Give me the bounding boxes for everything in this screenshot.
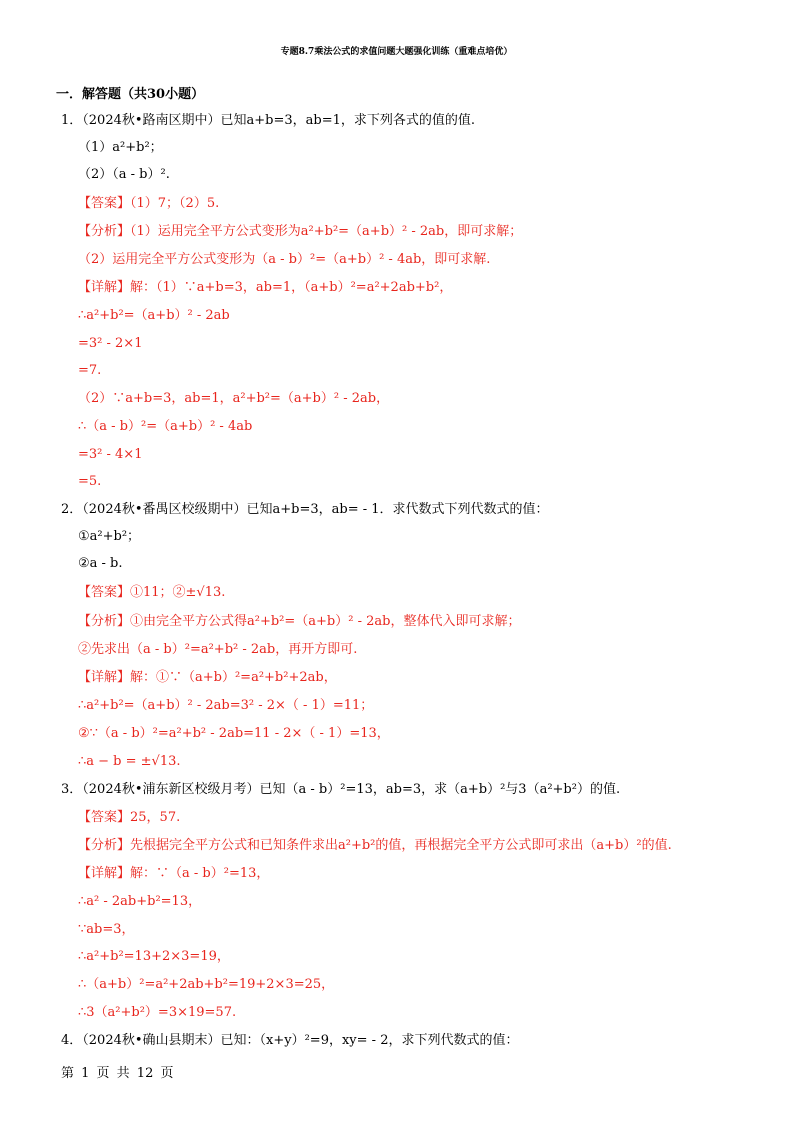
problem-1-analysis-line: （2）运用完全平方公式变形为（a - b）²=（a+b）² - 4ab，即可求解. [78, 252, 491, 267]
problem-3-solution-line: ∴a² - 2ab+b²=13， [78, 894, 202, 909]
page-title: 专题8.7乘法公式的求值问题大题强化训练（重难点培优） [280, 47, 513, 57]
problem-2-solution: 【详解】解：①∵（a+b）²=a²+b²+2ab， [78, 670, 337, 685]
problem-3-analysis: 【分析】先根据完全平方公式和已知条件求出a²+b²的值，再根据完全平方公式即可求出（a+b）²的值. [78, 838, 672, 853]
problem-2-solution-line: ∴a²+b²=（a+b）² - 2ab=3² - 2×（ - 1）=11； [78, 698, 374, 713]
problem-3-answer: 【答案】25，57. [78, 810, 181, 825]
problem-2-analysis-line: ②先求出（a - b）²=a²+b² - 2ab，再开方即可. [78, 642, 358, 657]
problem-1-analysis: 【分析】（1）运用完全平方公式变形为a²+b²=（a+b）² - 2ab，即可求解； [78, 224, 523, 239]
problem-3-solution: 【详解】解：∵（a - b）²=13， [78, 866, 270, 881]
problem-2-solution-line: ∴a − b = ±√13. [78, 754, 181, 769]
problem-2-solution-line: ②∵（a - b）²=a²+b² - 2ab=11 - 2×（ - 1）=13， [78, 726, 390, 741]
problem-1-solution-line: （2）∵a+b=3，ab=1，a²+b²=（a+b）² - 2ab， [78, 391, 390, 406]
problem-3-solution-line: ∵ab=3， [78, 922, 135, 937]
problem-1-question: 1．（2024秋•路南区期中）已知a+b=3，ab=1，求下列各式的值的值. [61, 113, 476, 128]
page-footer: 第 1 页 共 12 页 [61, 1066, 174, 1081]
problem-1-solution-line: ∴（a - b）²=（a+b）² - 4ab [78, 419, 253, 434]
problem-1-solution-line: =5. [78, 474, 102, 489]
problem-4-question: 4．（2024秋•确山县期末）已知：（x+y）²=9，xy= - 2，求下列代数式的值： [61, 1033, 519, 1048]
problem-1-solution-line: =3² - 4×1 [78, 447, 143, 462]
section-heading: 一．解答题（共30小题） [56, 87, 205, 102]
problem-1-part-2: （2）（a - b）². [78, 167, 170, 182]
problem-1-solution-line: =3² - 2×1 [78, 336, 143, 351]
problem-2-part-2: ②a - b. [78, 556, 123, 571]
problem-2-answer: 【答案】①11；②±√13. [78, 585, 226, 600]
problem-1-solution: 【详解】解：（1）∵a+b=3，ab=1，（a+b）²=a²+2ab+b²， [78, 280, 453, 295]
problem-2-question: 2．（2024秋•番禺区校级期中）已知a+b=3，ab= - 1．求代数式下列代数式的值： [61, 502, 549, 517]
problem-3-solution-line: ∴（a+b）²=a²+2ab+b²=19+2×3=25， [78, 977, 335, 992]
problem-1-solution-line: =7. [78, 363, 102, 378]
problem-2-analysis: 【分析】①由完全平方公式得a²+b²=（a+b）² - 2ab，整体代入即可求解； [78, 614, 521, 629]
problem-1-answer: 【答案】（1）7；（2）5. [78, 196, 220, 211]
problem-1-solution-line: ∴a²+b²=（a+b）² - 2ab [78, 308, 230, 323]
problem-1-part-1: （1）a²+b²； [78, 140, 163, 155]
problem-3-solution-line: ∴3（a²+b²）=3×19=57. [78, 1005, 237, 1020]
problem-2-part-1: ①a²+b²； [78, 529, 141, 544]
problem-3-solution-line: ∴a²+b²=13+2×3=19， [78, 949, 230, 964]
problem-3-question: 3．（2024秋•浦东新区校级月考）已知（a - b）²=13，ab=3，求（a+b）²与3（a²+b²）的值. [61, 782, 621, 797]
